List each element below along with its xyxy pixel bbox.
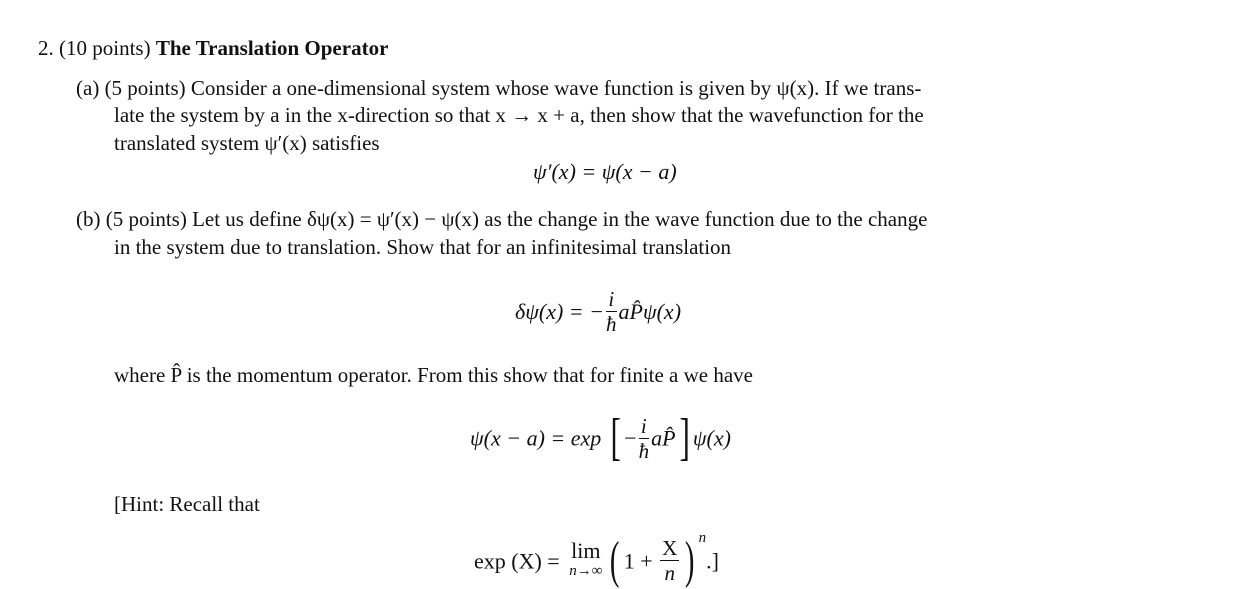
eq3-limit bbox=[569, 537, 603, 581]
part-a-equation: ψ′(x) = ψ(x − a) bbox=[533, 159, 677, 184]
eq1-frac-num: i bbox=[606, 287, 617, 312]
eq3-lim-sub: n→∞ bbox=[569, 562, 603, 579]
eq2-minus: − bbox=[624, 425, 637, 451]
part-a-label: (a) bbox=[76, 76, 100, 100]
part-b-line2: in the system due to translation. Show that for an infinitesimal translation bbox=[114, 235, 732, 259]
part-a-line2: late the system by a in the x-direction so that x → x + a, then show that the wavefunction for the bbox=[114, 103, 924, 127]
part-a-points: (5 points) bbox=[104, 76, 186, 100]
eq3-exponent: n bbox=[698, 530, 707, 546]
eq3-close-paren: ) bbox=[685, 531, 695, 589]
eq3-fraction bbox=[660, 536, 679, 585]
eq1-rhs: aP̂ψ(x) bbox=[618, 299, 682, 324]
eq2-frac-den: ħ bbox=[638, 438, 650, 463]
eq2-lhs: ψ(x − a) = exp bbox=[470, 425, 602, 451]
part-b-equation-1 bbox=[515, 287, 681, 336]
part-b-label-line bbox=[76, 205, 927, 234]
problem-header bbox=[38, 34, 388, 63]
eq1-fraction bbox=[606, 287, 617, 336]
eq3-frac-num: X bbox=[662, 536, 678, 561]
problem-title: The Translation Operator bbox=[155, 36, 389, 60]
part-a-line3: translated system ψ′(x) satisfies bbox=[114, 131, 380, 155]
part-b-equation-3 bbox=[474, 524, 719, 587]
eq3-frac-den: n bbox=[664, 561, 675, 586]
part-b-label: (b) bbox=[76, 207, 101, 231]
eq1-frac-den: ħ bbox=[606, 312, 617, 336]
problem-number: 2. bbox=[38, 36, 54, 60]
eq1-lhs: δψ(x) = − bbox=[515, 299, 604, 324]
part-a-line1: Consider a one-dimensional system whose wave function is given by ψ(x). If we trans- bbox=[190, 76, 922, 100]
part-b-line3: where P̂ is the momentum operator. From this show that for finite a we have bbox=[114, 363, 754, 387]
eq2-inner: aP̂ bbox=[651, 425, 676, 451]
part-b-points: (5 points) bbox=[105, 207, 187, 231]
part-a-label-line bbox=[76, 74, 921, 103]
part-b-hint: [Hint: Recall that bbox=[114, 492, 260, 516]
part-b-equation-2 bbox=[470, 409, 731, 466]
eq2-open-bracket: [ bbox=[610, 409, 621, 466]
eq3-open-paren: ( bbox=[610, 531, 620, 589]
part-b-line1: Let us define δψ(x) = ψ′(x) − ψ(x) as the change in the wave function due to the change bbox=[192, 207, 928, 231]
eq2-rhs: ψ(x) bbox=[692, 425, 731, 451]
eq2-fraction bbox=[639, 414, 650, 463]
eq2-frac-num: i bbox=[639, 414, 650, 439]
eq3-tail: .] bbox=[706, 548, 719, 574]
eq3-lim-top: lim bbox=[571, 537, 601, 563]
eq3-lhs: exp (X) = bbox=[474, 548, 566, 574]
eq2-close-bracket: ] bbox=[678, 409, 690, 466]
eq3-one-plus: 1 + bbox=[623, 548, 659, 574]
problem-points: (10 points) bbox=[59, 36, 151, 60]
